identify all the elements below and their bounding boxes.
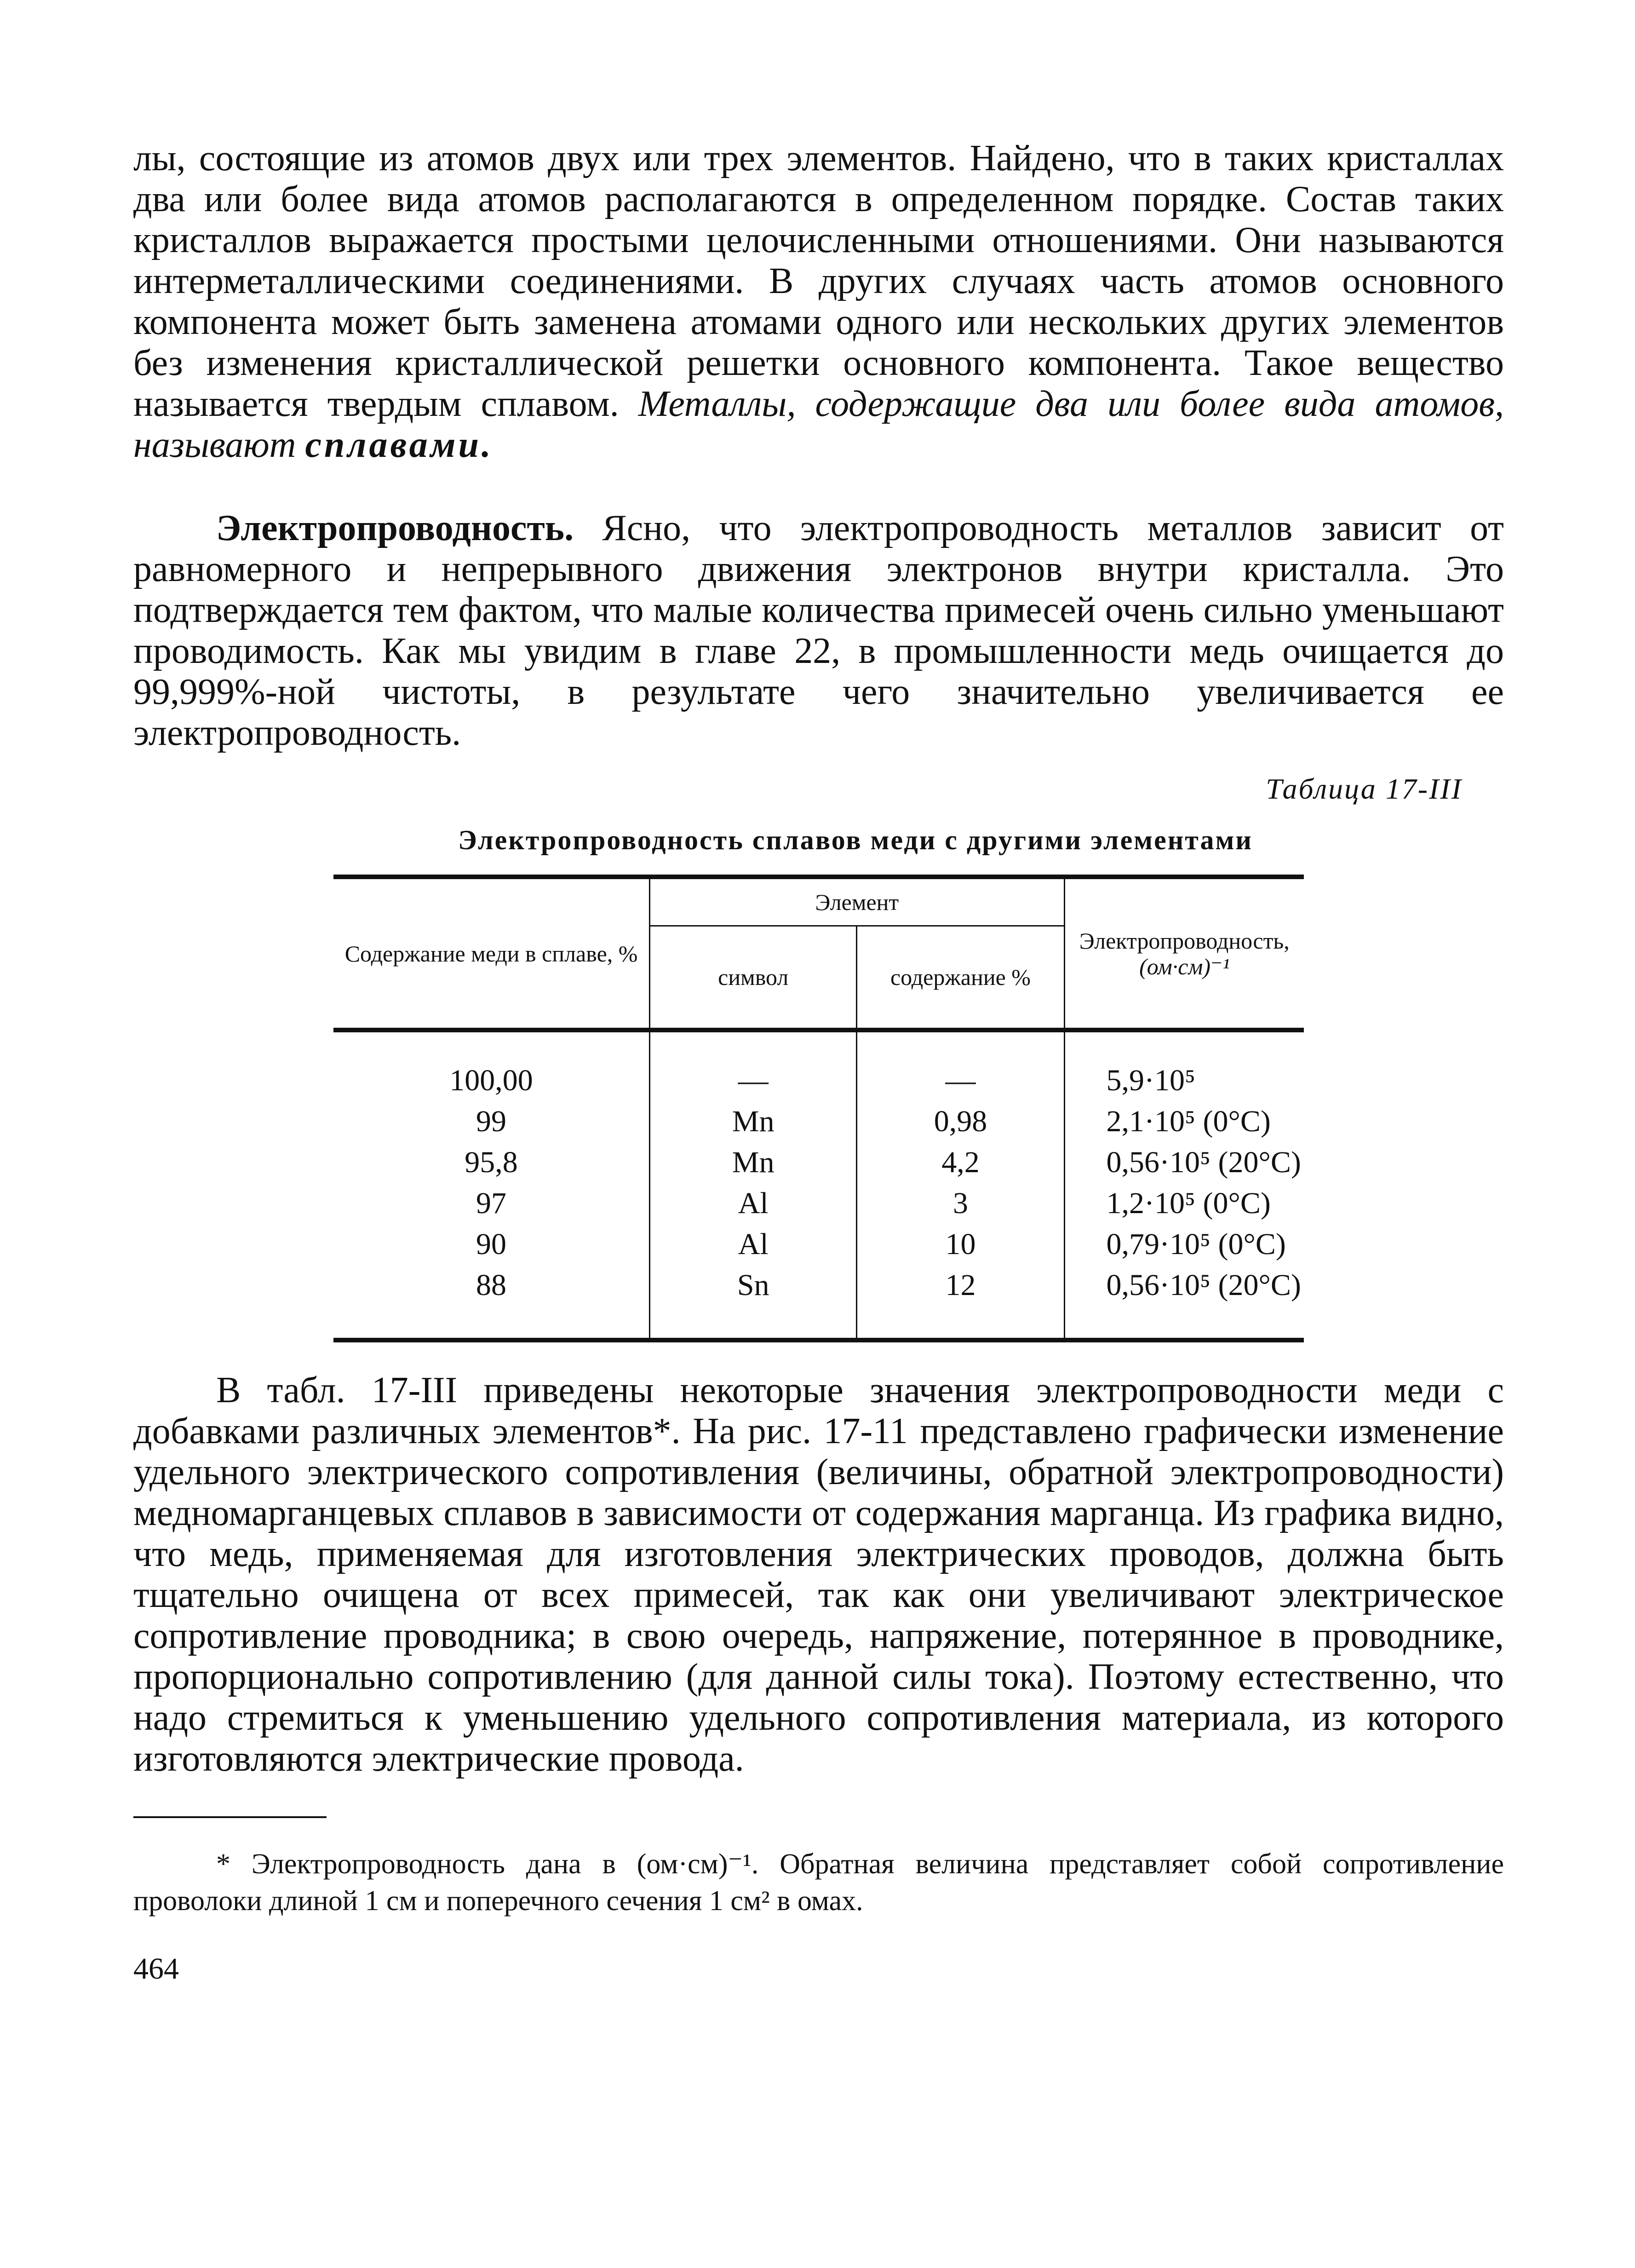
paragraph-conductivity-text: Ясно, что электропроводность металлов зависит от равномерного и непрерывного движения электронов внутри кристалла. Это подтверждается тем фактом, что малые количества примесей очень сильно уменьшают проводимость. Как мы увидим в главе 22, в промышленности медь очищается до 99,999%-ной чистоты, в результате чего значительно увеличивается ее электропроводность. xyxy=(133,508,1504,753)
table-row: 97 Al 3 1,2·10⁵ (0°C) xyxy=(333,1183,1304,1224)
header-element-group: Элемент xyxy=(650,877,1064,926)
table-row: 99 Mn 0,98 2,1·10⁵ (0°C) xyxy=(333,1101,1304,1142)
footnote: * Электропроводность дана в (ом·см)⁻¹. Обратная величина представляет собой сопротивление проволоки длиной 1 см и поперечного сечения 1 см² в омах. xyxy=(133,1848,1504,1917)
footnote-divider xyxy=(133,1816,327,1818)
table-row: 100,00 — — 5,9·10⁵ xyxy=(333,1060,1304,1101)
definition-term: сплавами. xyxy=(305,425,493,465)
header-element-content: содержание % xyxy=(857,926,1064,1030)
section-heading: Электропроводность. xyxy=(216,508,574,548)
table-row: 88 Sn 12 0,56·10⁵ (20°C) xyxy=(333,1265,1304,1306)
table-row: 95,8 Mn 4,2 0,56·10⁵ (20°C) xyxy=(333,1142,1304,1183)
header-conductivity-unit: (ом·см)⁻¹ xyxy=(1139,953,1230,979)
paragraph-alloys-text: лы, состоящие из атомов двух или трех элементов. Найдено, что в таких кристаллах два или более вида атомов располагаются в определенном порядке. Состав таких кристаллов выражается простыми целочисленными отношениями. Они называются интерметаллическими соединениями. В других случаях часть атомов основного компонента может быть заменена атомами одного или нескольких других элементов без изменения кристаллической решетки основного компонента. Такое вещество называется твердым сплавом. xyxy=(133,138,1504,424)
header-copper-content: Содержание меди в сплаве, % xyxy=(344,940,638,967)
header-symbol: символ xyxy=(650,926,857,1030)
page-number: 464 xyxy=(133,1952,179,1986)
paragraph-alloys xyxy=(133,138,1504,466)
table-row: 90 Al 10 0,79·10⁵ (0°C) xyxy=(333,1224,1304,1265)
header-conductivity: Электропроводность, (ом·см)⁻¹ xyxy=(1064,877,1304,1030)
paragraph-table-discussion: В табл. 17-III приведены некоторые значения электропроводности меди с добавками различных элементов*. На рис. 17-11 представлено графически изменение удельного электрического сопротивления (величины, обратной электропроводности) медномарганцевых сплавов в зависимости от содержания марганца. Из графика видно, что медь, применяемая для изготовления электрических проводов, должна быть тщательно очищена от всех примесей, так как они увеличивают электрическое сопротивление проводника; в свою очередь, напряжение, потерянное в проводнике, пропорционально сопротивлению (для данной силы тока). Поэтому естественно, что надо стремиться к уменьшению удельного сопротивления материала, из которого изготовляются электрические провода. xyxy=(133,1370,1504,1779)
table-title: Электропроводность сплавов меди с другими элементами xyxy=(458,825,1253,855)
definition-italic: Металлы, содержащие два или более вида атомов, называют xyxy=(133,384,1504,465)
table-caption: Таблица 17-III xyxy=(1266,772,1463,805)
paragraph-conductivity xyxy=(133,508,1504,754)
page xyxy=(133,138,1504,1986)
conductivity-table xyxy=(333,875,1304,1342)
